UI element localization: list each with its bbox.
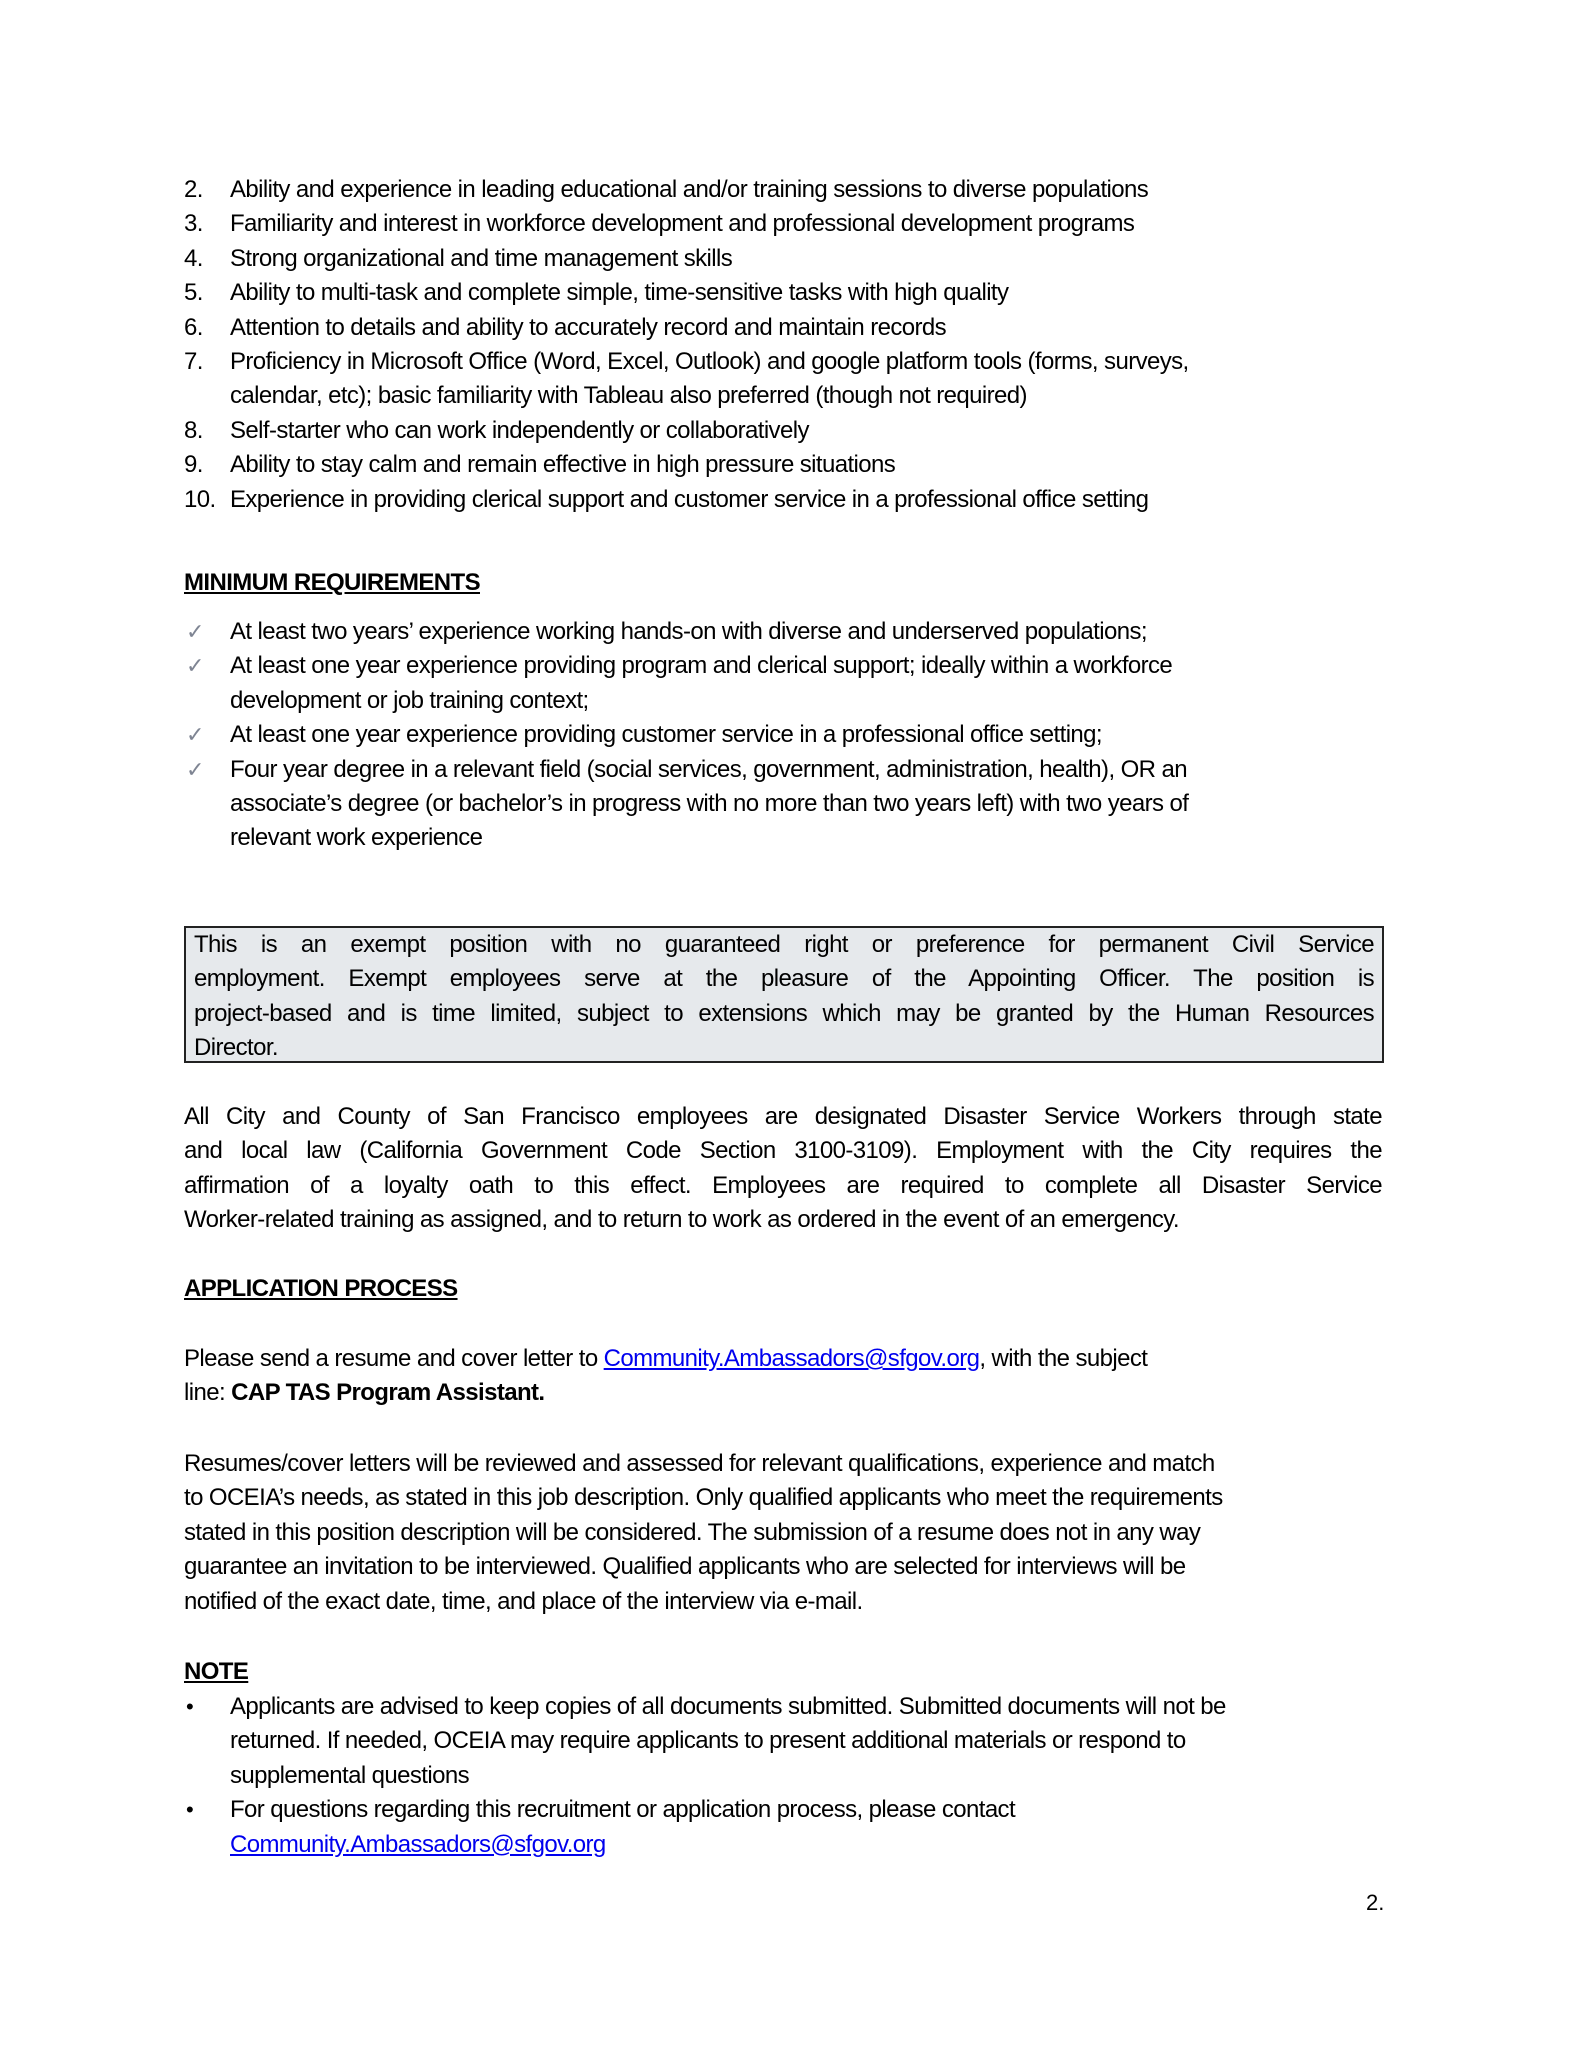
note-item [184,1690,1382,1793]
checkmark-icon: ✓ [186,722,204,748]
item-text: calendar, etc); basic familiarity with Tableau also preferred (though not required) [230,382,1027,410]
checkmark-icon: ✓ [186,756,204,782]
application-process-section [184,1272,1382,1306]
item-number: 6. [184,313,203,341]
list-item [184,345,1382,379]
requirement-text: relevant work experience [230,824,483,852]
list-item [184,483,1382,517]
item-text: Self-starter who can work independently or collaboratively [230,416,809,444]
note-section [184,1655,1382,1689]
item-number: 2. [184,176,203,203]
item-text: Strong organizational and time management skills [230,244,733,272]
bullet-icon: • [186,1797,194,1823]
item-text: Ability to multi-task and complete simple, time-sensitive tasks with high quality [230,279,1009,307]
minimum-requirements-heading: MINIMUM REQUIREMENTS [184,569,480,596]
item-text: Proficiency in Microsoft Office (Word, Excel, Outlook) and google platform tools (forms, surveys, [230,347,1189,375]
paragraph-line: to OCEIA’s needs, as stated in this job description. Only qualified applicants who meet the requirements [184,1484,1223,1512]
disaster-service-paragraph [184,1100,1382,1238]
paragraph-line: stated in this position description will be considered. The submission of a resume does not in any way [184,1518,1201,1546]
item-number: 4. [184,244,203,272]
note-line: Applicants are advised to keep copies of all documents submitted. Submitted documents will not be [230,1693,1226,1720]
list-item [184,242,1382,276]
requirement-item [184,684,1382,718]
review-paragraph [184,1447,1382,1619]
requirement-text: Four year degree in a relevant field (social services, government, administration, health), OR an [230,755,1187,783]
requirement-item [184,649,1382,683]
paragraph-line: guarantee an invitation to be interviewed. Qualified applicants who are selected for interviews will be [184,1553,1186,1581]
paragraph-line: and local law (California Government Code Section 3100-3109). Employment with the City requires the [184,1137,1382,1165]
list-item [184,311,1382,345]
item-number: 7. [184,347,203,375]
list-item [184,173,1382,207]
item-text: Ability to stay calm and remain effective in high pressure situations [230,451,896,479]
send-instructions: Please send a resume and cover letter to Community.Ambassadors@sfgov.org, with the subject line: CAP TAS Program Assistant. [184,1345,1148,1407]
minimum-requirements-list [184,615,1382,856]
exempt-notice-line: project-based and is time limited, subject to extensions which may be granted by the Human Resources [194,999,1374,1027]
requirement-item [184,821,1382,855]
checkmark-icon: ✓ [186,619,204,644]
note-text [230,1793,1382,1862]
minimum-requirements-section [184,566,1382,600]
item-number: 3. [184,210,203,238]
list-item [184,276,1382,310]
requirement-text: associate’s degree (or bachelor’s in progress with no more than two years left) with two years of [230,789,1189,817]
paragraph-line: Resumes/cover letters will be reviewed and assessed for relevant qualifications, experience and match [184,1450,1215,1477]
exempt-notice-line: employment. Exempt employees serve at the pleasure of the Appointing Officer. The position is [194,965,1374,993]
list-item [184,207,1382,241]
application-process-heading: APPLICATION PROCESS [184,1275,458,1302]
note-list [184,1690,1382,1862]
paragraph-line: affirmation of a loyalty oath to this effect. Employees are required to complete all Disaster Service [184,1171,1382,1199]
qualifications-list [184,173,1382,517]
requirement-item [184,787,1382,821]
paragraph-line: notified of the exact date, time, and place of the interview via e-mail. [184,1587,863,1615]
email-link[interactable]: Community.Ambassadors@sfgov.org [230,1830,606,1858]
note-heading: NOTE [184,1658,249,1685]
item-text: Attention to details and ability to accurately record and maintain records [230,313,947,341]
list-item [184,379,1382,413]
paragraph-line: Worker-related training as assigned, and to return to work as ordered in the event of an emergency. [184,1206,1179,1234]
page-number: 2. [1366,1890,1385,1915]
email-link[interactable]: Community.Ambassadors@sfgov.org [603,1345,980,1372]
item-text: Familiarity and interest in workforce development and professional development programs [230,210,1135,238]
note-text [230,1690,1382,1793]
item-text: Experience in providing clerical support and customer service in a professional office setting [230,485,1149,513]
requirement-text: At least two years’ experience working hands-on with diverse and underserved populations; [230,618,1147,645]
note-item [184,1793,1382,1862]
bullet-icon: • [186,1694,194,1719]
note-line [230,1828,1382,1862]
note-line: returned. If needed, OCEIA may require applicants to present additional materials or respond to [230,1727,1186,1755]
paragraph-line: All City and County of San Francisco employees are designated Disaster Service Workers through state [184,1103,1382,1130]
requirement-item [184,615,1382,649]
list-item [184,448,1382,482]
item-number: 5. [184,279,203,307]
subject-line: CAP TAS Program Assistant. [231,1379,545,1407]
note-line: For questions regarding this recruitment or application process, please contact [230,1796,1016,1824]
list-item [184,414,1382,448]
checkmark-icon: ✓ [186,653,204,679]
item-number: 9. [184,451,203,479]
item-number: 8. [184,416,203,444]
item-text: Ability and experience in leading educational and/or training sessions to diverse populations [230,176,1149,203]
exempt-notice-box [184,926,1384,1063]
exempt-notice-line: This is an exempt position with no guaranteed right or preference for permanent Civil Service [194,931,1374,958]
requirement-item [184,753,1382,787]
requirement-text: At least one year experience providing program and clerical support; ideally within a workforce [230,652,1173,680]
requirement-text: development or job training context; [230,686,589,714]
exempt-notice-line: Director. [194,1034,278,1062]
note-line: supplemental questions [230,1761,469,1789]
requirement-item [184,718,1382,752]
requirement-text: At least one year experience providing customer service in a professional office setting; [230,721,1102,749]
item-number: 10. [184,485,216,513]
